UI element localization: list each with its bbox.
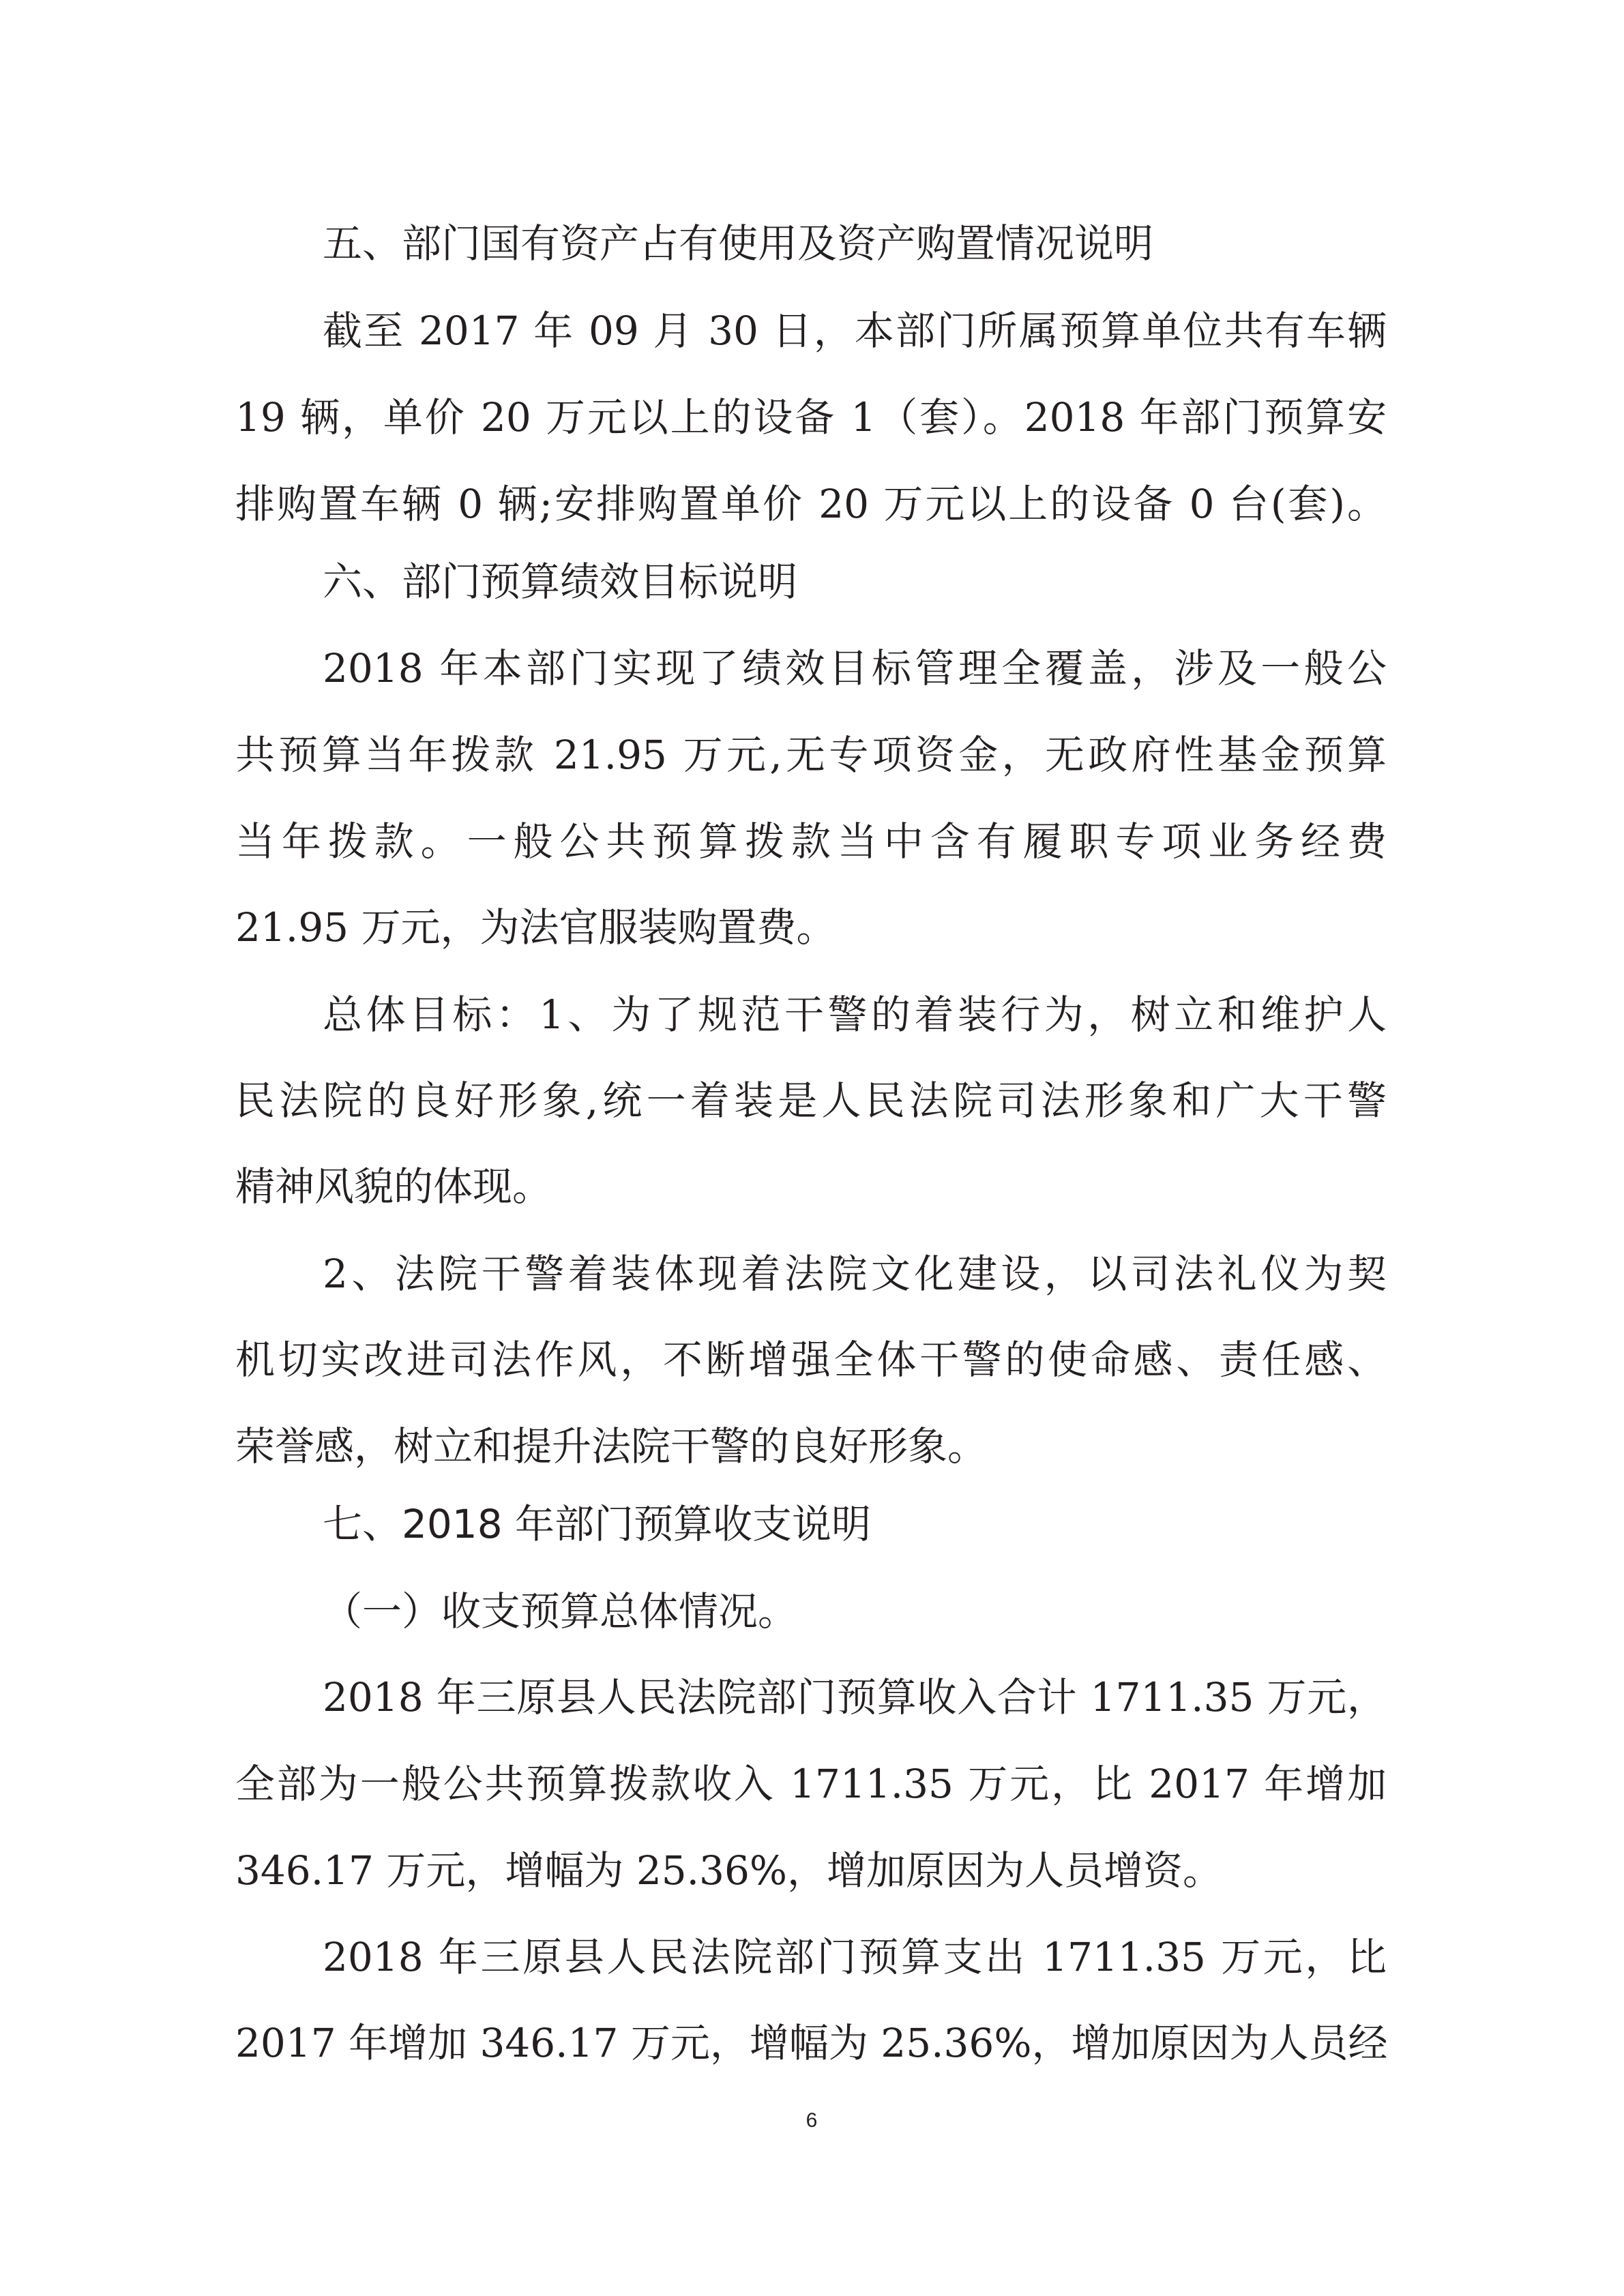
section-6-line-9: 机切实改进司法作风，不断增强全体干警的使命感、责任感、 (235, 1337, 1387, 1383)
section-6-line-8: 2、法院干警着装体现着法院文化建设，以司法礼仪为契 (323, 1251, 1387, 1297)
section-5-line-1: 截至 2017 年 09 月 30 日，本部门所属预算单位共有车辆 (323, 308, 1387, 354)
section-6-line-1: 2018 年本部门实现了绩效目标管理全覆盖，涉及一般公 (323, 645, 1387, 691)
section-7-line-2: 2018 年三原县人民法院部门预算收入合计 1711.35 万元， (323, 1674, 1387, 1720)
section-6-line-10: 荣誉感，树立和提升法院干警的良好形象。 (235, 1423, 988, 1470)
section-7-line-4: 346.17 万元，增幅为 25.36%，增加原因为人员增资。 (235, 1847, 1222, 1894)
section-7-line-3: 全部为一般公共预算拨款收入 1711.35 万元，比 2017 年增加 (235, 1761, 1387, 1807)
section-5-line-2: 19 辆，单价 20 万元以上的设备 1（套）。2018 年部门预算安 (235, 394, 1387, 441)
section-7-line-5: 2018 年三原县人民法院部门预算支出 1711.35 万元，比 (323, 1934, 1387, 1980)
section-6-heading: 六、部门预算绩效目标说明 (323, 558, 798, 605)
page-number: 6 (806, 2109, 818, 2132)
section-5-heading: 五、部门国有资产占有使用及资产购置情况说明 (323, 220, 1154, 267)
section-7-line-1: （一）收支预算总体情况。 (323, 1588, 798, 1635)
section-6-line-4: 21.95 万元，为法官服装购置费。 (235, 904, 836, 951)
section-6-line-3: 当年拨款。一般公共预算拨款当中含有履职专项业务经费 (235, 818, 1387, 865)
section-6-line-6: 民法院的良好形象,统一着装是人民法院司法形象和广大干警 (235, 1077, 1387, 1124)
section-5-line-3: 排购置车辆 0 辆;安排购置单价 20 万元以上的设备 0 台(套)。 (235, 481, 1387, 527)
section-7-heading: 七、2018 年部门预算收支说明 (323, 1501, 872, 1547)
section-7-line-6: 2017 年增加 346.17 万元，增幅为 25.36%，增加原因为人员经 (235, 2020, 1388, 2066)
section-6-line-5: 总体目标：1、为了规范干警的着装行为，树立和维护人 (323, 992, 1387, 1038)
section-6-line-7: 精神风貌的体现。 (235, 1163, 552, 1210)
section-6-line-2: 共预算当年拨款 21.95 万元,无专项资金，无政府性基金预算 (235, 732, 1387, 778)
